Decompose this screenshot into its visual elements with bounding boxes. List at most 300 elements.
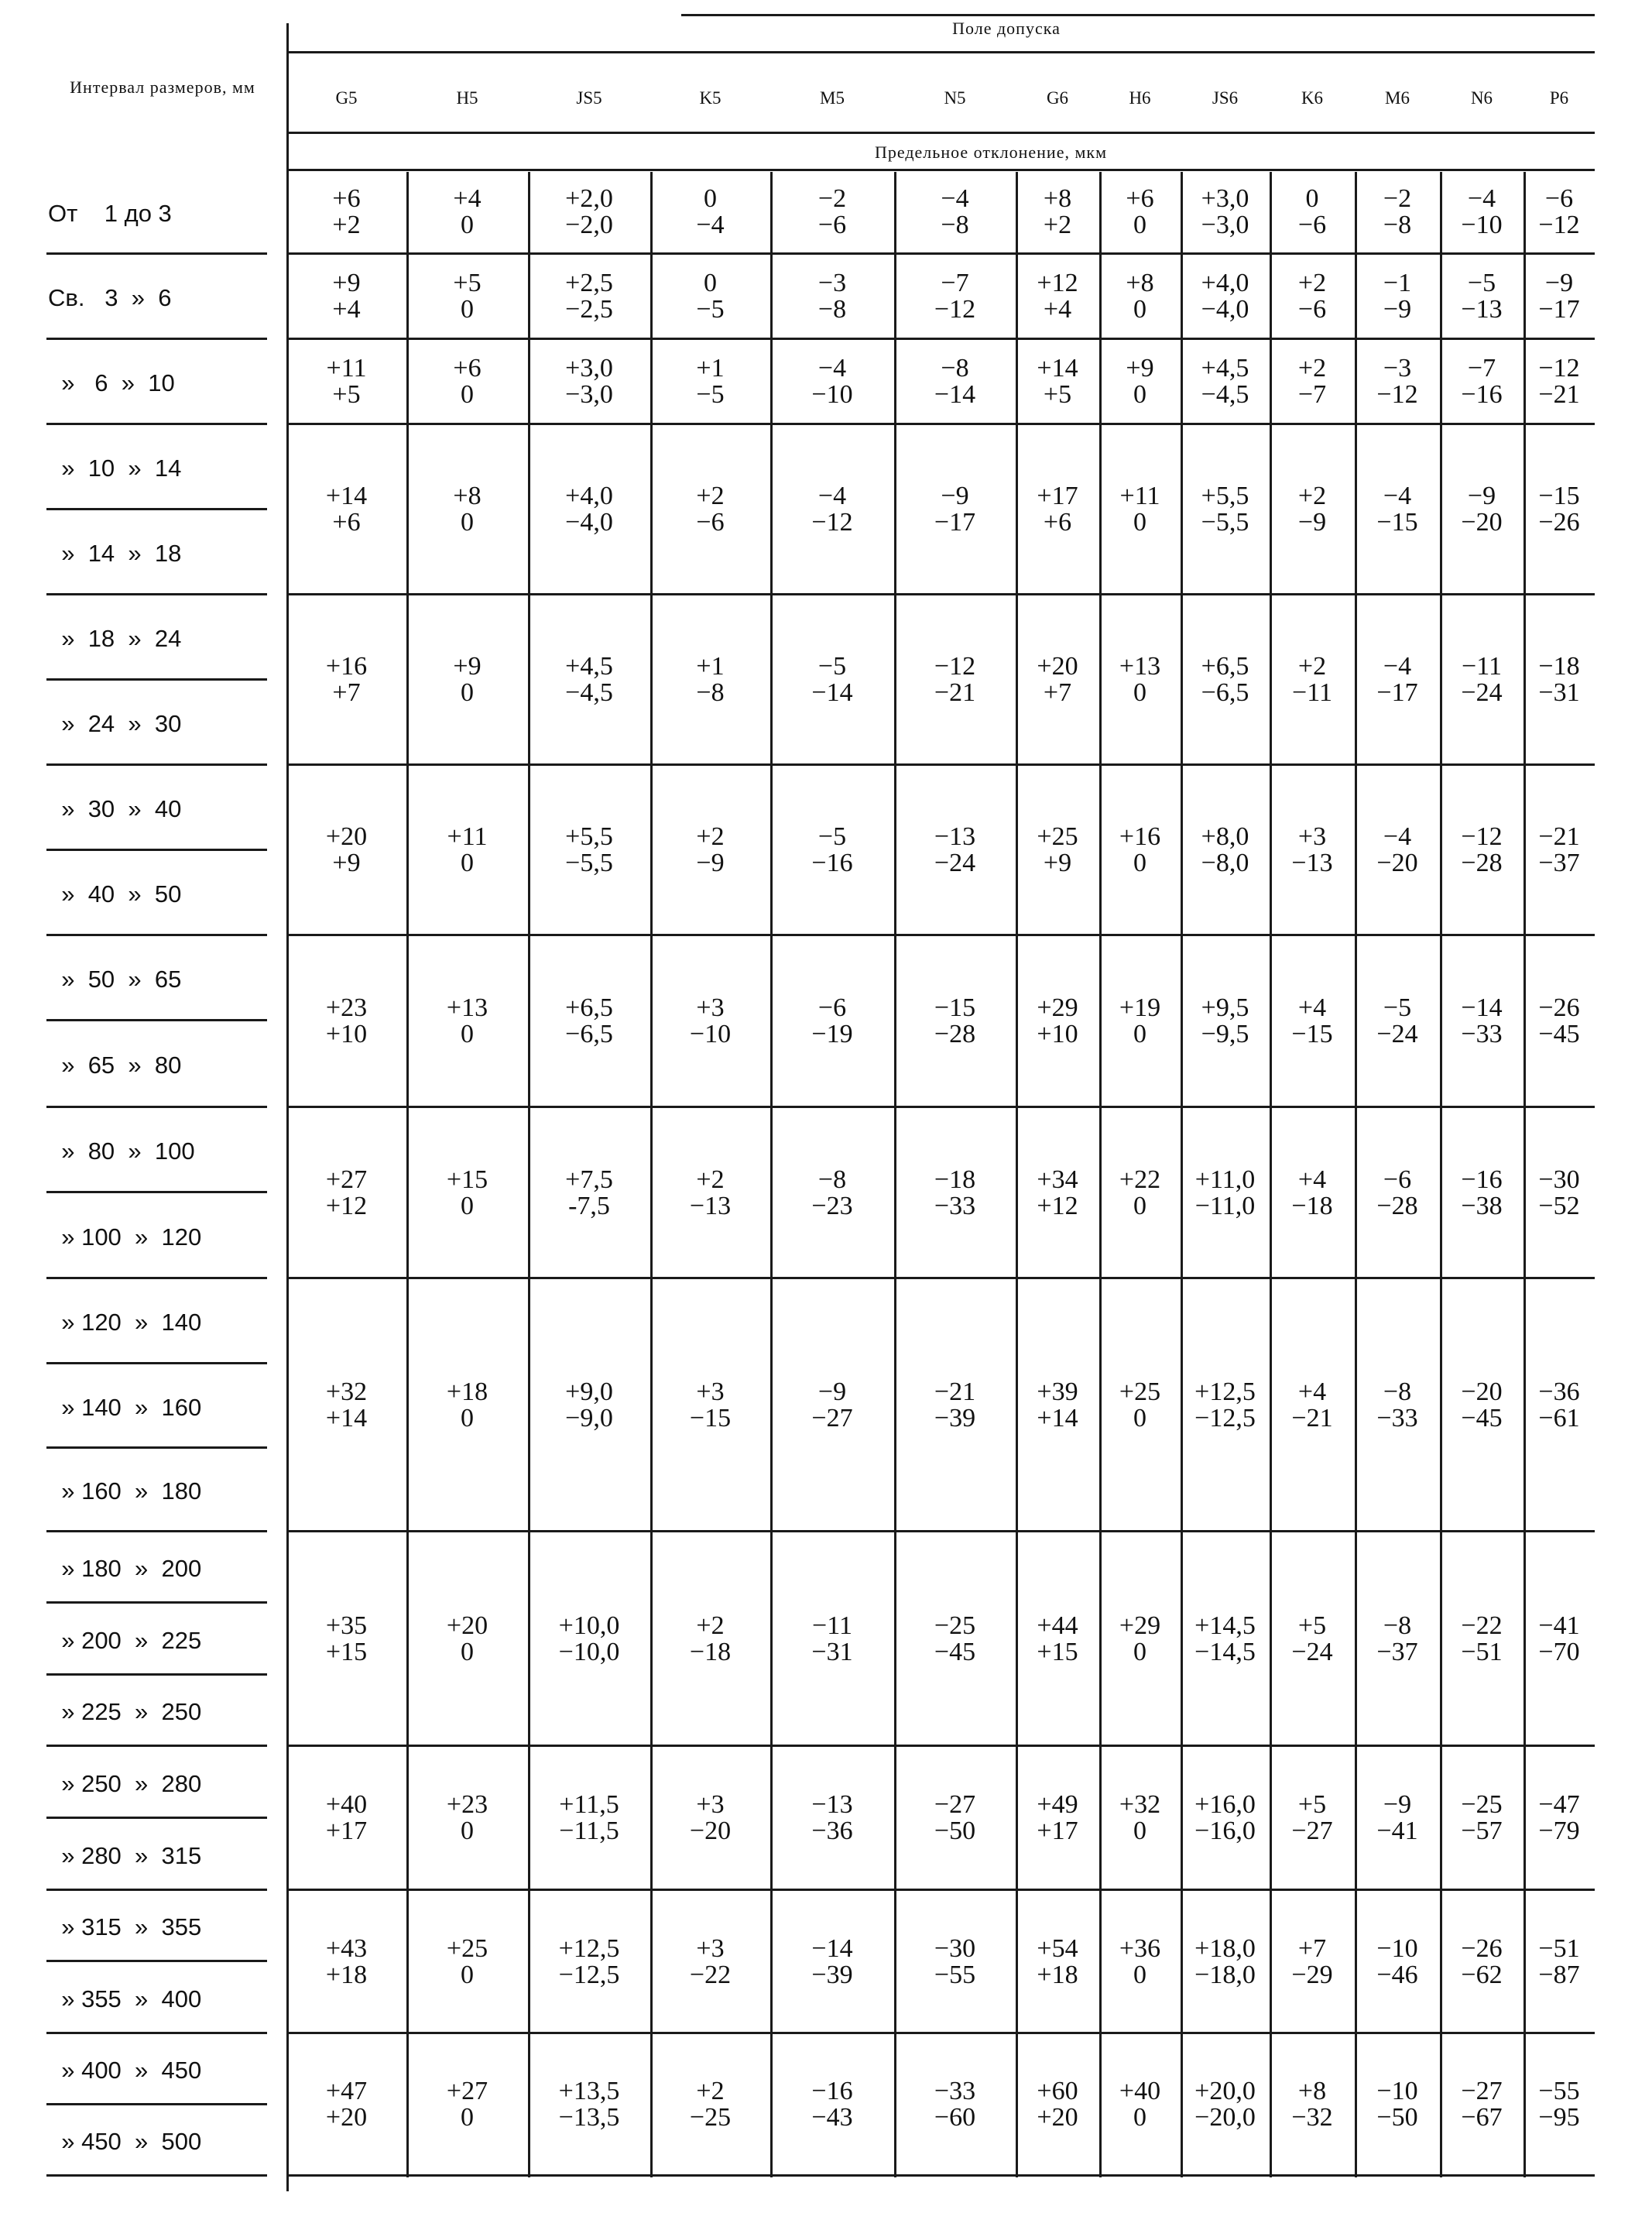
lower-deviation: −79 <box>1538 1817 1580 1845</box>
lower-deviation: −11,5 <box>559 1817 619 1845</box>
upper-deviation: +3 <box>696 993 725 1022</box>
lower-deviation: −14 <box>934 380 976 409</box>
upper-deviation: −10 <box>1376 1933 1418 1963</box>
column-header-h6: H6 <box>1129 88 1151 108</box>
upper-deviation: −36 <box>1538 1377 1580 1406</box>
upper-deviation: −12 <box>1461 822 1503 851</box>
lower-deviation: −6 <box>817 211 847 239</box>
deviation-cell-g6 <box>1016 270 1099 323</box>
upper-deviation: +35 <box>325 1611 368 1640</box>
upper-deviation: +15 <box>446 1165 488 1194</box>
upper-deviation: −18 <box>1538 652 1580 681</box>
header-columns-rule <box>286 132 1595 134</box>
deviation-cell-g5 <box>286 483 406 536</box>
deviation-cell-js5 <box>528 654 650 706</box>
upper-deviation: +18,0 <box>1194 1933 1256 1963</box>
lower-deviation: 0 <box>1133 295 1146 324</box>
group-row-rule <box>286 252 1595 255</box>
lower-deviation: −8 <box>941 211 969 239</box>
upper-deviation: −5 <box>1467 269 1496 297</box>
upper-deviation: +4,0 <box>1201 269 1249 297</box>
deviation-cell-k6 <box>1270 995 1355 1048</box>
upper-deviation: +47 <box>325 2077 368 2105</box>
deviation-cell-h5 <box>406 483 528 536</box>
lower-deviation: −45 <box>934 1637 976 1666</box>
lower-deviation: −27 <box>811 1403 853 1432</box>
deviation-cell-js6 <box>1181 2078 1270 2131</box>
deviation-cell-k5 <box>650 186 770 238</box>
upper-deviation: −4 <box>1383 482 1412 510</box>
lower-deviation: −21 <box>1291 1403 1333 1432</box>
deviation-cell-m6 <box>1355 1613 1440 1666</box>
deviation-cell-h5 <box>406 1792 528 1844</box>
deviation-cell-h6 <box>1099 654 1181 706</box>
lower-deviation: +7 <box>332 678 361 707</box>
upper-deviation: −12 <box>934 652 976 681</box>
lower-deviation: +7 <box>1043 678 1072 707</box>
deviation-cell-g6 <box>1016 355 1099 408</box>
deviation-cell-h5 <box>406 2078 528 2131</box>
lower-deviation: +5 <box>1043 380 1072 409</box>
group-row-rule <box>286 763 1595 766</box>
size-interval-label: » 18 » 24 <box>48 625 182 652</box>
lower-deviation: 0 <box>461 1817 474 1845</box>
header-bottom-rule <box>286 169 1595 171</box>
upper-deviation: +8 <box>453 482 482 510</box>
deviation-cell-k6 <box>1270 270 1355 323</box>
deviation-cell-k5 <box>650 1613 770 1666</box>
upper-deviation: +22 <box>1119 1165 1161 1194</box>
upper-deviation: +3 <box>696 1790 725 1819</box>
deviation-cell-m6 <box>1355 995 1440 1048</box>
upper-deviation: +54 <box>1037 1933 1078 1963</box>
deviation-cell-g6 <box>1016 654 1099 706</box>
lower-deviation: −37 <box>1538 849 1580 877</box>
deviation-cell-p6 <box>1523 2078 1595 2131</box>
lower-deviation: −41 <box>1376 1817 1418 1845</box>
lower-deviation: −18 <box>689 1637 732 1666</box>
deviation-cell-h6 <box>1099 355 1181 408</box>
lower-deviation: −19 <box>811 1020 853 1048</box>
deviation-cell-n5 <box>894 2078 1016 2131</box>
lower-deviation: −31 <box>811 1637 853 1666</box>
deviation-cell-p6 <box>1523 1379 1595 1432</box>
column-header-js6: JS6 <box>1212 88 1239 108</box>
lower-deviation: −10,0 <box>558 1637 620 1666</box>
lower-deviation: −26 <box>1538 508 1580 537</box>
deviation-cell-h5 <box>406 186 528 238</box>
upper-deviation: +3,0 <box>565 354 613 383</box>
upper-deviation: −12 <box>1538 354 1580 383</box>
upper-deviation: +8 <box>1297 2077 1327 2105</box>
lower-deviation: +15 <box>1037 1637 1078 1666</box>
upper-deviation: +8 <box>1126 269 1154 297</box>
upper-deviation: −4 <box>817 354 847 383</box>
size-interval-label: » 160 » 180 <box>48 1477 202 1504</box>
lower-deviation: −37 <box>1376 1637 1418 1666</box>
deviation-cell-k5 <box>650 1792 770 1844</box>
deviation-cell-h5 <box>406 1933 528 1989</box>
upper-deviation: +40 <box>325 1790 368 1819</box>
interval-column-header: Интервал размеров, мм <box>70 77 255 97</box>
lower-deviation: −32 <box>1291 2103 1333 2132</box>
lower-deviation: −14 <box>811 678 853 707</box>
deviation-cell-m6 <box>1355 824 1440 877</box>
upper-deviation: +12 <box>1037 269 1078 297</box>
lower-deviation: −12 <box>811 508 853 537</box>
upper-deviation: +9,5 <box>1201 993 1249 1022</box>
lower-deviation: 0 <box>1133 1020 1146 1048</box>
interval-row-rule <box>46 1191 267 1193</box>
upper-deviation: −27 <box>934 1790 976 1819</box>
deviation-cell-h5 <box>406 355 528 408</box>
deviation-cell-js6 <box>1181 186 1270 238</box>
size-interval-label: » 225 » 250 <box>48 1698 202 1725</box>
deviation-cell-n5 <box>894 270 1016 323</box>
lower-deviation: −33 <box>1376 1403 1418 1432</box>
deviation-cell-js5 <box>528 2078 650 2131</box>
lower-deviation: 0 <box>1133 1637 1146 1666</box>
upper-deviation: −6 <box>817 993 847 1022</box>
upper-deviation: +8,0 <box>1201 822 1249 851</box>
lower-deviation: 0 <box>1133 678 1146 707</box>
upper-deviation: +10,0 <box>558 1611 620 1640</box>
upper-deviation: +11,5 <box>559 1790 619 1819</box>
lower-deviation: 0 <box>1133 380 1146 409</box>
header-top-rule <box>681 14 1595 16</box>
deviation-cell-p6 <box>1523 824 1595 877</box>
column-header-h5: H5 <box>456 88 478 108</box>
upper-deviation: −8 <box>1383 1611 1412 1640</box>
deviation-cell-n6 <box>1440 270 1523 323</box>
lower-deviation: −50 <box>1376 2103 1418 2132</box>
deviation-cell-h6 <box>1099 1792 1181 1844</box>
upper-deviation: −26 <box>1461 1933 1503 1963</box>
lower-deviation: −52 <box>1538 1191 1580 1220</box>
lower-deviation: −95 <box>1538 2103 1580 2132</box>
lower-deviation: −28 <box>934 1020 976 1048</box>
upper-deviation: −4 <box>1467 184 1496 213</box>
lower-deviation: 0 <box>1133 1817 1146 1845</box>
lower-deviation: +14 <box>325 1403 368 1432</box>
lower-deviation: −38 <box>1461 1191 1503 1220</box>
column-header-m6: M6 <box>1385 88 1410 108</box>
size-interval-label: От 1 до 3 <box>48 200 172 227</box>
deviation-cell-n5 <box>894 483 1016 536</box>
deviation-cell-m5 <box>770 355 894 408</box>
deviation-cell-k5 <box>650 1379 770 1432</box>
upper-deviation: −4 <box>1383 652 1412 681</box>
upper-deviation: +40 <box>1119 2077 1161 2105</box>
deviation-cell-js6 <box>1181 1792 1270 1844</box>
upper-deviation: −47 <box>1538 1790 1580 1819</box>
lower-deviation: +10 <box>1037 1020 1078 1048</box>
upper-deviation: +7,5 <box>565 1165 613 1194</box>
upper-deviation: +5,5 <box>565 822 613 851</box>
deviation-cell-k5 <box>650 355 770 408</box>
lower-deviation: −8 <box>817 295 847 324</box>
lower-deviation: −20,0 <box>1194 2103 1256 2132</box>
lower-deviation: −24 <box>1291 1637 1333 1666</box>
lower-deviation: −55 <box>934 1960 976 1989</box>
interval-row-rule <box>46 2174 267 2177</box>
upper-deviation: −13 <box>811 1790 853 1819</box>
lower-deviation: −28 <box>1376 1191 1418 1220</box>
lower-deviation: −62 <box>1461 1960 1503 1989</box>
size-interval-label: » 315 » 355 <box>48 1913 202 1940</box>
group-row-rule <box>286 2032 1595 2034</box>
lower-deviation: +17 <box>325 1817 368 1845</box>
size-interval-label: » 80 » 100 <box>48 1137 195 1165</box>
size-interval-label: » 10 » 14 <box>48 455 182 482</box>
lower-deviation: −61 <box>1538 1403 1580 1432</box>
upper-deviation: 0 <box>704 184 717 213</box>
deviation-cell-k5 <box>650 1167 770 1220</box>
upper-deviation: −9 <box>941 482 969 510</box>
upper-deviation: +44 <box>1037 1611 1078 1640</box>
lower-deviation: −5,5 <box>565 849 613 877</box>
deviation-cell-k5 <box>650 2078 770 2131</box>
lower-deviation: −4,0 <box>565 508 613 537</box>
interval-row-rule <box>46 1446 267 1449</box>
upper-deviation: +2 <box>1297 354 1327 383</box>
deviation-cell-js6 <box>1181 1379 1270 1432</box>
deviation-cell-n5 <box>894 1613 1016 1666</box>
deviation-cell-p6 <box>1523 186 1595 238</box>
lower-deviation: −87 <box>1538 1960 1580 1989</box>
deviation-cell-m5 <box>770 270 894 323</box>
upper-deviation: +11 <box>326 354 367 383</box>
lower-deviation: −8 <box>1383 211 1412 239</box>
upper-deviation: +32 <box>325 1377 368 1406</box>
group-row-rule <box>286 593 1595 595</box>
deviation-cell-k6 <box>1270 654 1355 706</box>
deviation-cell-n6 <box>1440 1792 1523 1844</box>
deviation-cell-k6 <box>1270 2078 1355 2131</box>
lower-deviation: −18,0 <box>1194 1960 1256 1989</box>
deviation-cell-js6 <box>1181 824 1270 877</box>
upper-deviation: +3 <box>696 1933 725 1963</box>
deviation-cell-k5 <box>650 1933 770 1989</box>
lower-deviation: −24 <box>934 849 976 877</box>
deviation-cell-k6 <box>1270 1379 1355 1432</box>
deviation-cell-m5 <box>770 995 894 1048</box>
upper-deviation: +2 <box>696 822 725 851</box>
lower-deviation: −18 <box>1291 1191 1333 1220</box>
upper-deviation: +2 <box>1297 269 1327 297</box>
deviation-cell-g6 <box>1016 1379 1099 1432</box>
lower-deviation: −4 <box>696 211 725 239</box>
upper-deviation: +19 <box>1119 993 1161 1022</box>
deviation-cell-k5 <box>650 270 770 323</box>
lower-deviation: 0 <box>461 1960 474 1989</box>
deviation-cell-g5 <box>286 1933 406 1989</box>
upper-deviation: +14 <box>1037 354 1078 383</box>
lower-deviation: 0 <box>1133 1960 1146 1989</box>
size-interval-label: Св. 3 » 6 <box>48 284 172 311</box>
upper-deviation: +4 <box>1297 993 1327 1022</box>
lower-deviation: −6 <box>1297 295 1327 324</box>
size-interval-label: » 250 » 280 <box>48 1769 202 1797</box>
deviation-cell-h5 <box>406 270 528 323</box>
size-interval-label: » 355 » 400 <box>48 1985 202 2012</box>
interval-row-rule <box>46 678 267 681</box>
upper-deviation: −25 <box>1461 1790 1503 1819</box>
group-row-rule <box>286 1745 1595 1747</box>
deviation-cell-n5 <box>894 1167 1016 1220</box>
deviation-cell-n5 <box>894 1379 1016 1432</box>
interval-row-rule <box>46 423 267 425</box>
lower-deviation: −13 <box>689 1191 732 1220</box>
deviation-cell-m6 <box>1355 1792 1440 1844</box>
deviation-cell-m5 <box>770 1379 894 1432</box>
deviation-cell-p6 <box>1523 1933 1595 1989</box>
deviation-cell-h6 <box>1099 2078 1181 2131</box>
interval-row-rule <box>46 2032 267 2034</box>
lower-deviation: −5,5 <box>1201 508 1249 537</box>
deviation-cell-n6 <box>1440 824 1523 877</box>
deviation-cell-g6 <box>1016 2078 1099 2131</box>
interval-row-rule <box>46 1277 267 1279</box>
size-interval-label: » 100 » 120 <box>48 1223 202 1251</box>
deviation-cell-n6 <box>1440 1167 1523 1220</box>
upper-deviation: +3 <box>1297 822 1327 851</box>
lower-deviation: −22 <box>689 1960 732 1989</box>
deviation-cell-g6 <box>1016 483 1099 536</box>
lower-deviation: −14,5 <box>1194 1637 1256 1666</box>
deviation-cell-k6 <box>1270 1167 1355 1220</box>
lower-deviation: 0 <box>461 380 474 409</box>
lower-deviation: −45 <box>1461 1403 1503 1432</box>
upper-deviation: +2 <box>1297 652 1327 681</box>
size-interval-label: » 400 » 450 <box>48 2057 202 2084</box>
upper-deviation: +2,0 <box>565 184 613 213</box>
upper-deviation: −5 <box>817 652 847 681</box>
lower-deviation: +6 <box>332 508 361 537</box>
upper-deviation: +5 <box>1297 1611 1327 1640</box>
lower-deviation: −70 <box>1538 1637 1580 1666</box>
deviation-cell-h6 <box>1099 270 1181 323</box>
deviation-cell-k5 <box>650 483 770 536</box>
deviation-cell-g6 <box>1016 186 1099 238</box>
lower-deviation: −10 <box>689 1020 732 1048</box>
deviation-cell-m5 <box>770 654 894 706</box>
lower-deviation: −5 <box>696 380 725 409</box>
upper-deviation: +17 <box>1037 482 1078 510</box>
upper-deviation: −9 <box>1383 1790 1412 1819</box>
lower-deviation: +9 <box>332 849 361 877</box>
group-row-rule <box>286 1889 1595 1891</box>
lower-deviation: −12 <box>934 295 976 324</box>
lower-deviation: +4 <box>332 295 361 324</box>
size-interval-label: » 180 » 200 <box>48 1555 202 1582</box>
deviation-cell-k6 <box>1270 1933 1355 1989</box>
upper-deviation: +4 <box>453 184 482 213</box>
lower-deviation: +6 <box>1043 508 1072 537</box>
interval-row-rule <box>46 763 267 766</box>
interval-row-rule <box>46 1889 267 1891</box>
deviation-cell-h5 <box>406 1379 528 1432</box>
upper-deviation: −11 <box>1462 652 1502 681</box>
interval-row-rule <box>46 1960 267 1962</box>
upper-deviation: +12,5 <box>558 1933 620 1963</box>
deviation-cell-n6 <box>1440 1933 1523 1989</box>
deviation-cell-n6 <box>1440 483 1523 536</box>
deviation-cell-h6 <box>1099 186 1181 238</box>
lower-deviation: +20 <box>1037 2103 1078 2132</box>
deviation-cell-g6 <box>1016 1167 1099 1220</box>
lower-deviation: −25 <box>689 2103 732 2132</box>
upper-deviation: +2 <box>696 2077 725 2105</box>
deviation-cell-n5 <box>894 1792 1016 1844</box>
deviation-cell-g6 <box>1016 1613 1099 1666</box>
deviation-cell-k5 <box>650 654 770 706</box>
deviation-cell-p6 <box>1523 995 1595 1048</box>
upper-deviation: +27 <box>446 2077 488 2105</box>
size-interval-label: » 120 » 140 <box>48 1309 202 1336</box>
deviation-cell-g6 <box>1016 995 1099 1048</box>
lower-deviation: −12 <box>1538 211 1580 239</box>
upper-deviation: −55 <box>1538 2077 1580 2105</box>
upper-deviation: +29 <box>1119 1611 1161 1640</box>
deviation-cell-m6 <box>1355 2078 1440 2131</box>
upper-deviation: +14 <box>325 482 368 510</box>
deviation-cell-js6 <box>1181 995 1270 1048</box>
upper-deviation: −33 <box>934 2077 976 2105</box>
deviation-cell-n6 <box>1440 355 1523 408</box>
column-header-g6: G6 <box>1046 88 1069 108</box>
lower-deviation: −10 <box>1461 211 1503 239</box>
lower-deviation: +2 <box>332 211 361 239</box>
lower-deviation: 0 <box>1133 211 1146 239</box>
lower-deviation: −24 <box>1461 678 1503 707</box>
upper-deviation: −30 <box>934 1933 976 1963</box>
lower-deviation: +18 <box>325 1960 368 1989</box>
upper-deviation: −14 <box>1461 993 1503 1022</box>
deviation-cell-g5 <box>286 824 406 877</box>
lower-deviation: −29 <box>1291 1960 1333 1989</box>
deviation-cell-g5 <box>286 995 406 1048</box>
deviation-cell-n5 <box>894 355 1016 408</box>
upper-deviation: +27 <box>325 1165 368 1194</box>
column-header-m5: M5 <box>820 88 845 108</box>
upper-deviation: −4 <box>1383 822 1412 851</box>
lower-deviation: +18 <box>1037 1960 1078 1989</box>
upper-deviation: −2 <box>1383 184 1412 213</box>
upper-deviation: +32 <box>1119 1790 1161 1819</box>
lower-deviation: −6 <box>1297 211 1327 239</box>
lower-deviation: −33 <box>934 1191 976 1220</box>
upper-deviation: +7 <box>1297 1933 1327 1963</box>
lower-deviation: −15 <box>689 1403 732 1432</box>
deviation-cell-m6 <box>1355 1167 1440 1220</box>
lower-deviation: −12 <box>1376 380 1418 409</box>
upper-deviation: −3 <box>817 269 847 297</box>
lower-deviation: 0 <box>461 2103 474 2132</box>
lower-deviation: −7 <box>1297 380 1327 409</box>
deviation-cell-g6 <box>1016 1933 1099 1989</box>
lower-deviation: −13,5 <box>558 2103 620 2132</box>
lower-deviation: −33 <box>1461 1020 1503 1048</box>
lower-deviation: +4 <box>1043 295 1072 324</box>
lower-deviation: −16 <box>1461 380 1503 409</box>
lower-deviation: −16 <box>811 849 853 877</box>
upper-deviation: +9,0 <box>565 1377 613 1406</box>
upper-deviation: −8 <box>1383 1377 1412 1406</box>
interval-row-rule <box>46 1106 267 1108</box>
deviation-cell-p6 <box>1523 483 1595 536</box>
upper-deviation: +6 <box>1126 184 1154 213</box>
